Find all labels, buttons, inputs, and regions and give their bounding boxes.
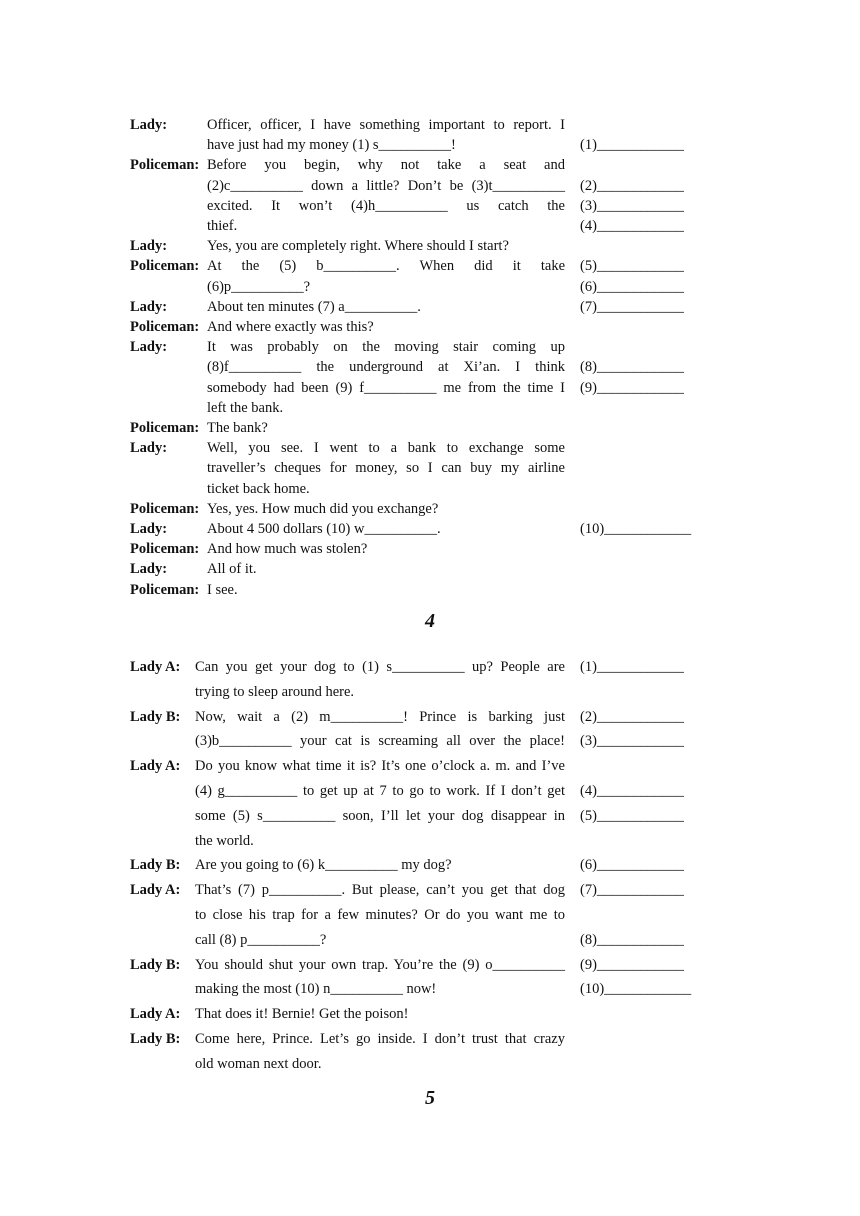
answer-blank: (6)____________ [580,278,684,295]
answer-blank: (10)____________ [580,521,692,537]
dialogue-line [0,953,860,978]
answer-blank: (9)____________ [580,379,684,396]
dialogue-line [0,438,860,458]
dialogue-text: Now, wait a (2) m__________! Prince is barking just [195,708,565,725]
answer-blank: (3)____________ [580,733,684,750]
dialogue-line [0,337,860,357]
dialogue-line [0,829,860,854]
dialogue-line [0,135,860,155]
dialogue-text: to close his trap for a few minutes? Or do you want me to [195,907,565,923]
section-number-5: 5 [425,1087,435,1109]
dialogue-line [0,216,860,236]
dialogue-line [0,878,860,903]
section-number-4: 4 [425,610,435,632]
speaker-label: Policeman: [130,258,200,275]
speaker-label: Lady: [130,339,168,356]
answer-blank: (10)____________ [580,981,692,998]
answer-blank: (1)____________ [580,137,684,154]
dialogue-text: Well, you see. I went to a bank to exchange some [207,440,565,457]
dialogue-line [0,729,860,754]
answer-blank: (4)____________ [580,218,684,234]
speaker-label: Lady B: [130,708,181,725]
dialogue-text: call (8) p__________? [195,931,327,948]
dialogue-text: All of it. [207,561,257,578]
dialogue-line [0,155,860,175]
answer-blank: (5)____________ [580,258,684,275]
dialogue-line [0,479,860,499]
dialogue-text: (8)f__________ the underground at Xi’an. I think [207,359,565,376]
speaker-label: Lady B: [130,857,181,874]
dialogue-line [0,236,860,256]
answer-blank: (9)____________ [580,956,684,973]
dialogue-line [0,539,860,559]
dialogue-line [0,357,860,377]
dialogue-line [0,853,860,878]
dialogue-text: Officer, officer, I have something important to report. I [207,117,565,133]
answer-blank: (8)____________ [580,359,684,376]
dialogue-line [0,317,860,337]
speaker-label: Policeman: [130,541,200,558]
dialogue-text: That’s (7) p__________. But please, can’t you get that dog [195,882,565,899]
dialogue-line [0,655,860,680]
dialogue-line [0,519,860,539]
dialogue-line [0,1027,860,1052]
dialogue-text: traveller’s cheques for money, so I can buy my airline [207,460,565,477]
dialogue-text: Are you going to (6) k__________ my dog? [195,857,452,874]
dialogue-text: (3)b__________ your cat is screaming all over the place! [195,733,565,750]
dialogue-text: thief. [207,218,238,234]
speaker-label: Lady A: [130,882,181,899]
dialogue-line [0,1002,860,1027]
dialogue-line [0,499,860,519]
speaker-label: Lady: [130,561,168,578]
dialogue-line [0,458,860,478]
dialogue-line [0,256,860,276]
dialogue-line [0,176,860,196]
dialogue-text: Do you know what time it is? It’s one o’clock a. m. and I’ve [195,758,565,775]
dialogue-text: (2)c__________ down a little? Don’t be (3)t__________ [207,177,565,194]
dialogue-text: Yes, you are completely right. Where should I start? [207,238,509,255]
answer-blank: (2)____________ [580,177,684,194]
dialogue-line [0,398,860,418]
dialogue-text: I see. [207,581,238,598]
dialogue-text: And how much was stolen? [207,541,368,558]
dialogue-line [0,680,860,705]
dialogue-line [0,779,860,804]
dialogue-line [0,115,860,135]
dialogue-line [0,277,860,297]
answer-blank: (8)____________ [580,931,684,948]
dialogue-line [0,977,860,1002]
answer-blank: (7)____________ [580,882,684,899]
dialogue-line [0,754,860,779]
answer-blank: (5)____________ [580,807,684,824]
speaker-label: Lady B: [130,956,181,973]
dialogue-line [0,297,860,317]
dialogue-line [0,1052,860,1077]
speaker-label: Lady: [130,440,168,457]
dialogue-text: Come here, Prince. Let’s go inside. I don’t trust that crazy [195,1031,565,1047]
dialogue-text: About 4 500 dollars (10) w__________. [207,521,441,537]
dialogue-text: (4) g__________ to get up at 7 to go to work. If I don’t get [195,783,565,799]
dialogue-text: excited. It won’t (4)h__________ us catch the [207,197,565,214]
dialogue-text: making the most (10) n__________ now! [195,981,437,998]
dialogue-text: old woman next door. [195,1055,322,1072]
dialogue-line [0,928,860,953]
dialogue-line [0,418,860,438]
dialogue-text: Yes, yes. How much did you exchange? [207,500,439,517]
answer-blank: (7)____________ [580,298,684,315]
dialogue-text: You should shut your own trap. You’re the (9) o__________ [195,956,565,973]
dialogue-line [0,804,860,829]
speaker-label: Lady: [130,117,168,133]
dialogue-line [0,903,860,928]
speaker-label: Lady: [130,298,168,315]
speaker-label: Policeman: [130,500,200,517]
answer-blank: (4)____________ [580,783,684,799]
dialogue-text: It was probably on the moving stair coming up [207,339,565,356]
speaker-label: Policeman: [130,420,200,436]
dialogue-text: left the bank. [207,399,284,416]
dialogue-line [0,580,860,600]
speaker-label: Lady A: [130,758,181,775]
dialogue-text: have just had my money (1) s__________! [207,137,456,154]
dialogue-line [0,559,860,579]
dialogue-line [0,196,860,216]
dialogue-text: The bank? [207,420,268,436]
dialogue-text: At the (5) b__________. When did it take [207,258,565,275]
dialogue-text: That does it! Bernie! Get the poison! [195,1006,409,1023]
answer-blank: (2)____________ [580,708,684,725]
speaker-label: Lady B: [130,1031,181,1047]
speaker-label: Lady A: [130,1006,181,1023]
dialogue-text: (6)p__________? [207,278,311,295]
dialogue-text: trying to sleep around here. [195,683,355,700]
answer-blank: (6)____________ [580,857,684,874]
speaker-label: Policeman: [130,581,200,598]
dialogue-text: About ten minutes (7) a__________. [207,298,421,315]
dialogue-text: some (5) s__________ soon, I’ll let your dog disappear in [195,807,565,824]
dialogue-text: ticket back home. [207,480,310,497]
dialogue-text: the world. [195,832,254,849]
answer-blank: (3)____________ [580,197,684,214]
dialogue-line [0,378,860,398]
dialogue-text: somebody had been (9) f__________ me from the time I [207,379,565,396]
answer-blank: (1)____________ [580,659,684,675]
dialogue-text: Can you get your dog to (1) s__________ up? People are [195,659,565,675]
speaker-label: Lady A: [130,659,181,675]
speaker-label: Lady: [130,238,168,255]
speaker-label: Policeman: [130,157,200,174]
speaker-label: Policeman: [130,319,200,335]
speaker-label: Lady: [130,521,168,537]
dialogue-text: And where exactly was this? [207,319,374,335]
dialogue-text: Before you begin, why not take a seat and [207,157,565,174]
dialogue-line [0,705,860,730]
